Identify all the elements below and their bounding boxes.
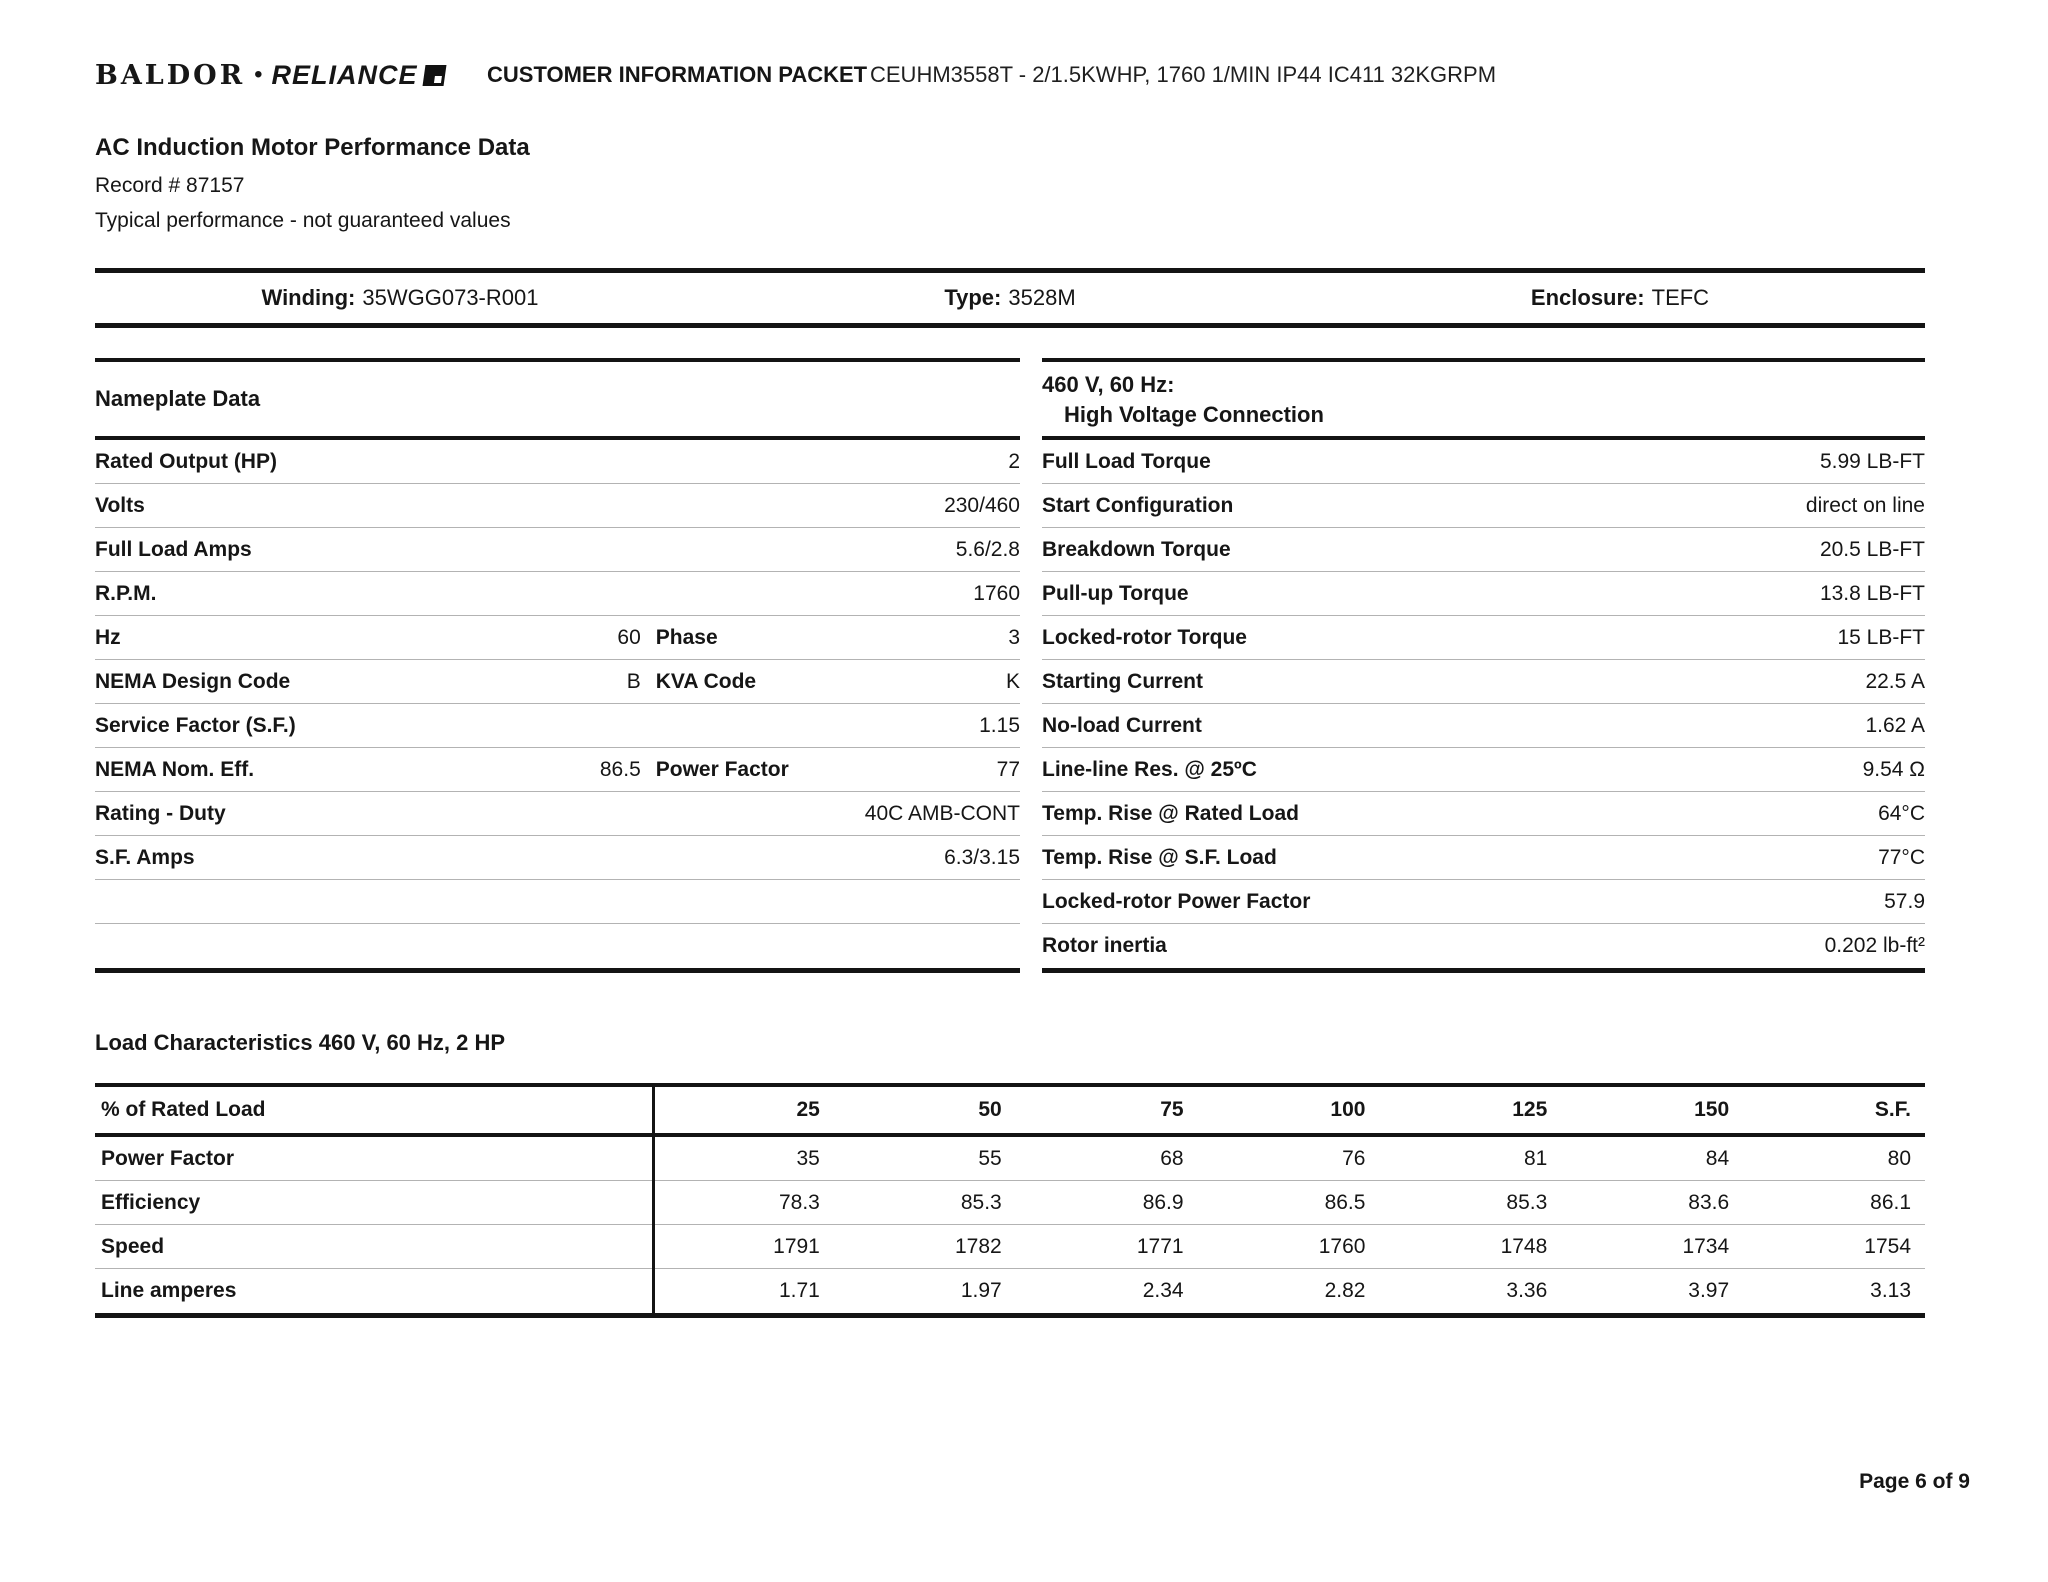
load-cell: 80 — [1887, 1146, 1912, 1170]
nameplate-row — [95, 440, 1020, 484]
high-voltage-row — [1042, 836, 1925, 880]
row-value: 86.5 — [599, 757, 641, 781]
load-cell: 2.34 — [1142, 1279, 1184, 1302]
load-row — [95, 1181, 1925, 1225]
load-cell: 86.5 — [1324, 1190, 1366, 1214]
load-cell: 68 — [1160, 1146, 1184, 1170]
load-cell: 86.1 — [1870, 1190, 1912, 1214]
enclosure-label: Enclosure: — [1530, 285, 1645, 310]
load-cell: 76 — [1342, 1146, 1366, 1170]
row-label: Locked-rotor Torque — [1042, 625, 1247, 649]
load-characteristics-table — [95, 1083, 1925, 1318]
load-row — [95, 1269, 1925, 1313]
load-cell: 78.3 — [778, 1190, 820, 1214]
load-cell: 1748 — [1500, 1234, 1548, 1258]
row-label: Rating - Duty — [95, 801, 226, 825]
enclosure-value: TEFC — [1651, 285, 1710, 310]
row-value: 40C AMB-CONT — [864, 801, 1020, 825]
row-label: Rotor inertia — [1042, 934, 1167, 957]
load-header-label: % of Rated Load — [101, 1098, 266, 1121]
nameplate-pair — [656, 670, 1020, 694]
load-row-label: Line amperes — [101, 1279, 237, 1302]
load-header-row — [95, 1087, 1925, 1137]
nameplate-row — [95, 616, 1020, 660]
row-label: Service Factor (S.F.) — [95, 713, 296, 737]
performance-note: Typical performance - not guaranteed values — [95, 209, 511, 232]
load-col-header: 50 — [978, 1098, 1002, 1121]
nameplate-row — [95, 924, 1020, 968]
row-label: Power Factor — [655, 757, 789, 781]
nameplate-table-title: Nameplate Data — [95, 358, 1020, 440]
row-value: K — [1005, 669, 1020, 693]
row-value: 9.54 Ω — [1862, 757, 1925, 781]
row-label: No-load Current — [1042, 713, 1202, 737]
row-label: Full Load Amps — [95, 537, 252, 561]
winding-value: 35WGG073-R001 — [362, 285, 539, 310]
load-rows — [95, 1137, 1925, 1313]
row-value: 64°C — [1878, 801, 1925, 825]
row-value: 5.99 LB-FT — [1819, 449, 1925, 473]
row-label: Volts — [95, 493, 145, 517]
nameplate-table — [95, 358, 1020, 973]
load-col-header: 100 — [1330, 1098, 1366, 1121]
load-cell: 81 — [1523, 1146, 1548, 1170]
nameplate-row — [95, 704, 1020, 748]
load-table-vertical-divider — [652, 1087, 655, 1313]
row-label: Breakdown Torque — [1042, 537, 1231, 561]
load-row-label: Speed — [101, 1234, 165, 1258]
nameplate-row — [95, 792, 1020, 836]
title-block — [95, 134, 530, 233]
row-label: Rated Output (HP) — [95, 449, 277, 473]
row-label: Pull-up Torque — [1042, 581, 1189, 605]
high-voltage-row — [1042, 484, 1925, 528]
load-cell: 84 — [1705, 1146, 1730, 1170]
high-voltage-row — [1042, 924, 1925, 968]
row-value: 77 — [996, 757, 1020, 781]
load-cell: 1791 — [773, 1234, 820, 1258]
enclosure-field — [1315, 285, 1925, 311]
nameplate-pair — [95, 758, 641, 782]
row-value: 20.5 LB-FT — [1819, 537, 1925, 561]
nameplate-row — [95, 528, 1020, 572]
hv-title-line2: High Voltage Connection — [1064, 402, 1324, 427]
load-cell: 2.82 — [1324, 1279, 1366, 1302]
row-label: Start Configuration — [1042, 493, 1234, 517]
load-col-header: 150 — [1694, 1098, 1730, 1121]
high-voltage-table-title — [1042, 358, 1925, 440]
load-cell: 1754 — [1864, 1234, 1912, 1258]
record-number: Record # 87157 — [95, 174, 245, 197]
nameplate-rows — [95, 440, 1020, 968]
row-value: 0.202 lb-ft² — [1824, 934, 1925, 957]
row-value: 1.15 — [979, 713, 1020, 737]
row-value: 5.6/2.8 — [955, 537, 1020, 561]
reliance-wordmark: RELIANCE — [271, 59, 418, 90]
winding-label: Winding: — [261, 285, 356, 310]
load-cell: 1734 — [1682, 1234, 1730, 1258]
load-cell: 85.3 — [960, 1190, 1002, 1214]
type-field — [705, 285, 1315, 311]
high-voltage-row — [1042, 880, 1925, 924]
nameplate-row — [95, 880, 1020, 924]
nameplate-pair — [656, 626, 1020, 650]
row-label: Temp. Rise @ S.F. Load — [1042, 845, 1277, 869]
document-title: AC Induction Motor Performance Data — [95, 134, 530, 161]
load-col-header: S.F. — [1874, 1098, 1912, 1121]
type-label: Type: — [944, 285, 1002, 310]
nameplate-pair — [95, 626, 641, 650]
page-header — [95, 52, 1965, 98]
row-value: 57.9 — [1884, 889, 1925, 913]
winding-field — [95, 285, 705, 311]
row-value: 6.3/3.15 — [944, 845, 1020, 869]
row-label: S.F. Amps — [95, 845, 195, 869]
high-voltage-row — [1042, 660, 1925, 704]
load-cell: 3.13 — [1870, 1279, 1912, 1302]
product-code: CEUHM3558T - 2/1.5KWHP, 1760 1/MIN IP44 IC411 32KGRPM — [870, 62, 1497, 87]
load-row — [95, 1137, 1925, 1181]
high-voltage-row — [1042, 616, 1925, 660]
nameplate-pair — [95, 670, 641, 694]
load-col-header: 125 — [1512, 1098, 1548, 1121]
row-value: 22.5 A — [1865, 669, 1925, 693]
high-voltage-rows — [1042, 440, 1925, 968]
load-cell: 55 — [978, 1146, 1002, 1170]
load-cell: 3.97 — [1688, 1279, 1730, 1302]
row-value: B — [626, 669, 641, 693]
load-col-header: 25 — [796, 1098, 820, 1121]
row-label: KVA Code — [655, 669, 757, 693]
load-cell: 83.6 — [1688, 1190, 1730, 1214]
row-value: 1.62 A — [1865, 713, 1925, 737]
nameplate-pair — [656, 758, 1020, 782]
load-cell: 85.3 — [1506, 1190, 1548, 1214]
high-voltage-row — [1042, 748, 1925, 792]
row-label: Starting Current — [1042, 669, 1204, 693]
winding-bar — [95, 268, 1925, 328]
nameplate-row — [95, 572, 1020, 616]
row-label: Hz — [95, 625, 121, 649]
load-cell: 86.9 — [1142, 1190, 1184, 1214]
load-cell: 1.97 — [960, 1279, 1002, 1302]
nameplate-row — [95, 748, 1020, 792]
nameplate-row — [95, 836, 1020, 880]
baldor-reliance-logo — [95, 52, 445, 98]
load-cell: 1760 — [1318, 1234, 1366, 1258]
row-label: R.P.M. — [95, 581, 157, 605]
row-value: 13.8 LB-FT — [1819, 581, 1925, 605]
load-cell: 35 — [796, 1146, 820, 1170]
type-value: 3528M — [1008, 285, 1076, 310]
high-voltage-table — [1042, 358, 1925, 973]
row-value: 60 — [617, 625, 641, 649]
high-voltage-row — [1042, 528, 1925, 572]
row-value: 3 — [1008, 625, 1020, 649]
high-voltage-row — [1042, 792, 1925, 836]
load-cell: 3.36 — [1506, 1279, 1548, 1302]
row-value: 2 — [1008, 449, 1020, 473]
hv-title-line1: 460 V, 60 Hz: — [1042, 372, 1175, 397]
row-value: 1760 — [973, 581, 1020, 605]
high-voltage-row — [1042, 440, 1925, 484]
row-value: 77°C — [1878, 845, 1925, 869]
packet-title: CUSTOMER INFORMATION PACKET — [487, 62, 868, 87]
brand-square-icon — [422, 65, 446, 86]
high-voltage-row — [1042, 704, 1925, 748]
baldor-wordmark: BALDOR — [95, 59, 246, 91]
nameplate-row — [95, 660, 1020, 704]
row-label: Line-line Res. @ 25ºC — [1042, 757, 1257, 781]
row-label: Phase — [655, 625, 718, 649]
load-characteristics-title: Load Characteristics 460 V, 60 Hz, 2 HP — [95, 1030, 506, 1055]
load-cell: 1782 — [955, 1234, 1002, 1258]
row-value: 15 LB-FT — [1837, 625, 1925, 649]
load-cell: 1771 — [1136, 1234, 1184, 1258]
load-cell: 1.71 — [778, 1279, 820, 1302]
row-label: NEMA Nom. Eff. — [95, 757, 255, 781]
high-voltage-row — [1042, 572, 1925, 616]
row-label: NEMA Design Code — [95, 669, 291, 693]
load-row — [95, 1225, 1925, 1269]
load-col-header: 75 — [1160, 1098, 1184, 1121]
row-label: Full Load Torque — [1042, 449, 1211, 473]
logo-separator-dot: • — [254, 61, 263, 88]
load-row-label: Efficiency — [101, 1190, 201, 1214]
page-number: Page 6 of 9 — [1859, 1470, 1970, 1493]
row-value: 230/460 — [944, 493, 1020, 517]
load-row-label: Power Factor — [101, 1146, 235, 1170]
row-label: Temp. Rise @ Rated Load — [1042, 801, 1299, 825]
row-value: direct on line — [1805, 493, 1925, 517]
row-label: Locked-rotor Power Factor — [1042, 889, 1311, 913]
nameplate-row — [95, 484, 1020, 528]
